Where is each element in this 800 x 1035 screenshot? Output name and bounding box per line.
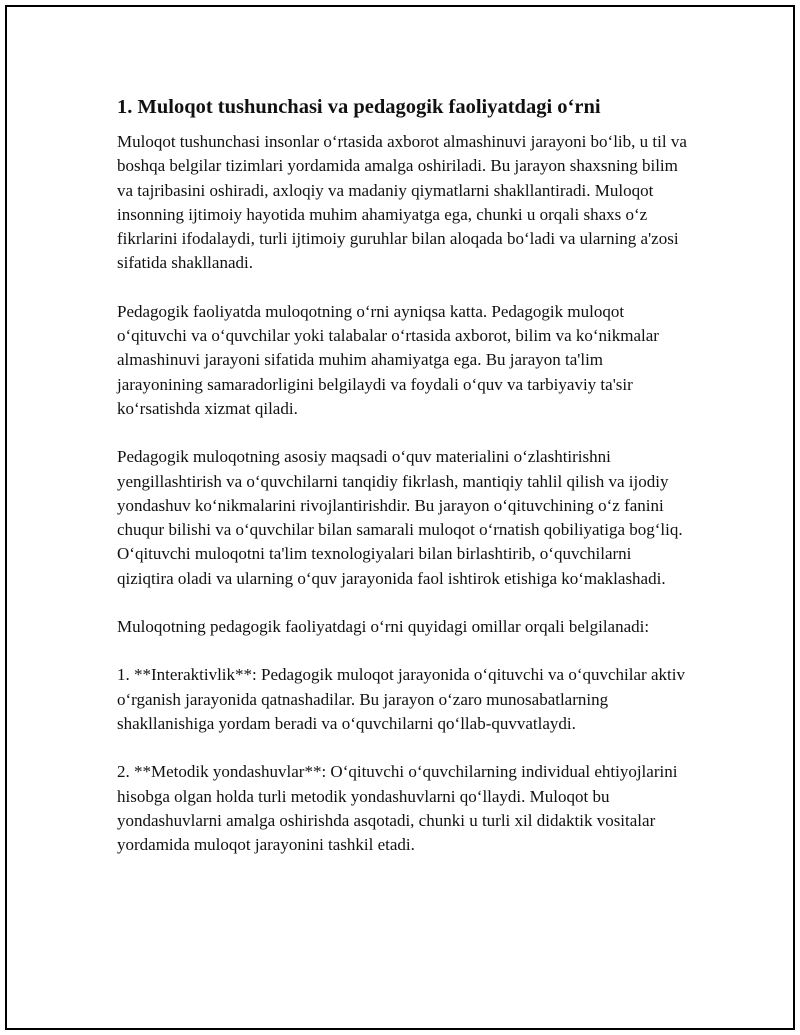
paragraph-main-goal: Pedagogik muloqotning asosiy maqsadi o‘quv materialini o‘zlashtirishni yengillashtirish va o‘quvchilarni tanqidiy fikrlash, mantiqiy tahlil qilish va ijodiy yondashuv ko‘nikmalarini rivojlantirishdir. Bu jarayon o‘qituvchining o‘z fanini chuqur bilishi va o‘quvchilar bilan samarali muloqot o‘rnatish qobiliyatiga bog‘liq. O‘qituvchi muloqotni ta'lim texnologiyalari bilan birlashtirib, o‘quvchilarni qiziqtira oladi va ularning o‘quv jarayonida faol ishtirok etishiga ko‘maklashadi. [117,447,683,588]
list-item-methodical-approaches: 2. **Metodik yondashuvlar**: O‘qituvchi o‘quvchilarning individual ehtiyojlarini hisobga olgan holda turli metodik yondashuvlarni qo‘llaydi. Muloqot bu yondashuvlarni amalga oshirishda asqotadi, chunki u turli xil didaktik vositalar yordamida muloqot jarayonini tashkil etadi. [117,762,678,855]
list-item-interactivity: 1. **Interaktivlik**: Pedagogik muloqot jarayonida o‘qituvchi va o‘quvchilar aktiv o‘rganish jarayonida qatnashadilar. Bu jarayon o‘zaro munosabatlarning shakllanishiga yordam beradi va o‘quvchilarni qo‘llab-quvvatlaydi. [117,665,685,733]
section-title: 1. Muloqot tushunchasi va pedagogik faoliyatdagi o‘rni [117,96,601,118]
paragraph-factors-intro: Muloqotning pedagogik faoliyatdagi o‘rni quyidagi omillar orqali belgilanadi: [117,617,650,637]
paragraph-definition: Muloqot tushunchasi insonlar o‘rtasida axborot almashinuvi jarayoni bo‘lib, u til va boshqa belgilar tizimlari yordamida amalga oshiriladi. Bu jarayon shaxsning bilim va tajribasini oshiradi, axloqiy va madaniy qiymatlarni shakllantiradi. Muloqot insonning ijtimoiy hayotida muhim ahamiyatga ega, chunki u orqali shaxs o‘z fikrlarini ifodalaydi, turli ijtimoiy guruhlar bilan aloqada bo‘ladi va ularning a'zosi sifatida shakllanadi. [117,132,687,273]
paragraph-pedagogical-role: Pedagogik faoliyatda muloqotning o‘rni ayniqsa katta. Pedagogik muloqot o‘qituvchi va o‘quvchilar yoki talabalar o‘rtasida axborot, bilim va ko‘nikmalar almashinuvi jarayoni sifatida muhim ahamiyatga ega. Bu jarayon ta'lim jarayonining samaradorligini belgilaydi va foydali o‘quv va tarbiyaviy ta'sir ko‘rsatishda xizmat qiladi. [117,301,659,418]
document-body [117,94,687,881]
